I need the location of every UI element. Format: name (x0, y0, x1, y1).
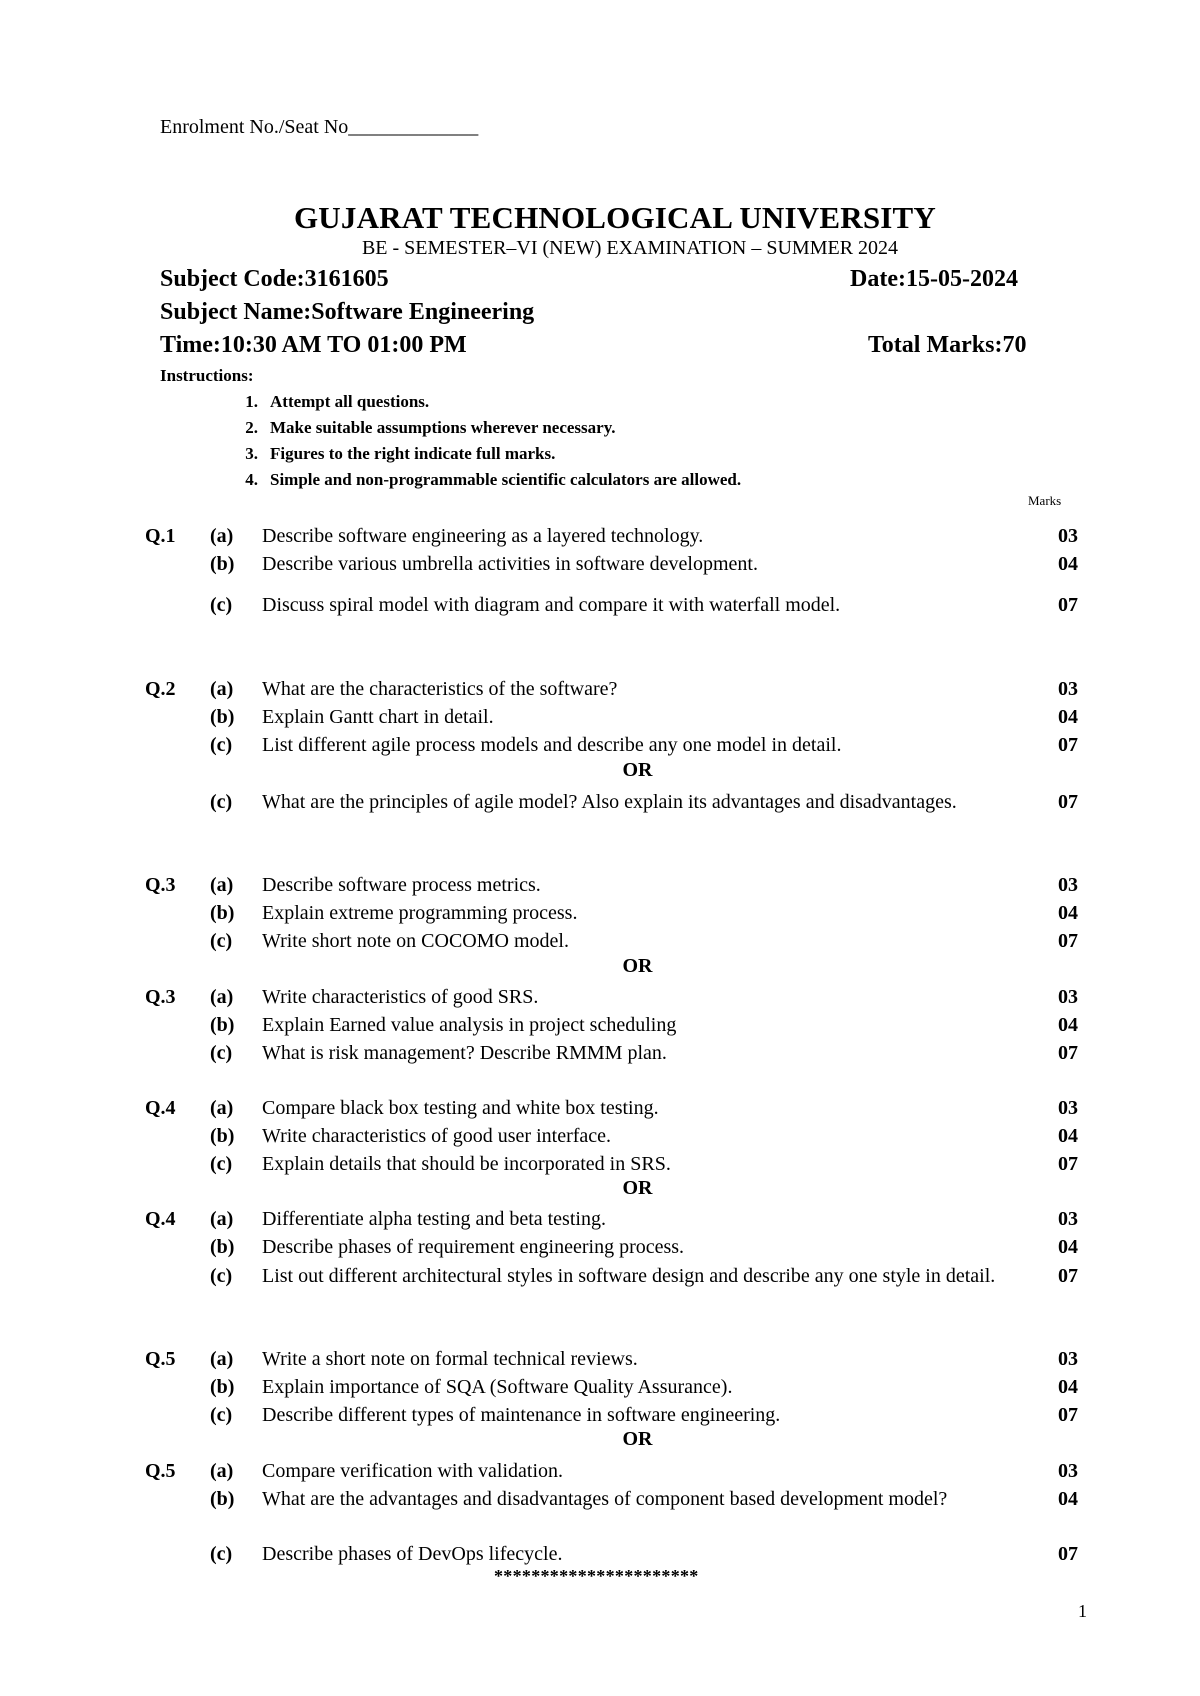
or-separator: OR (622, 1428, 653, 1450)
or-separator: OR (622, 759, 653, 781)
instruction-item: 1. Attempt all questions. (245, 392, 430, 411)
university-title: GUJARAT TECHNOLOGICAL UNIVERSITY (293, 200, 937, 235)
total-marks: Total Marks:70 (868, 332, 1027, 358)
exam-title: BE - SEMESTER–VI (NEW) EXAMINATION – SUMMER 2024 (361, 237, 899, 259)
marks-column-header: Marks (1028, 493, 1062, 508)
page-number: 1 (1078, 1601, 1087, 1621)
instruction-item: 4. Simple and non-programmable scientific calculators are allowed. (245, 470, 742, 489)
or-separator: OR (622, 955, 653, 977)
exam-paper-page: Enrolment No./Seat No_____________ GUJARAT TECHNOLOGICAL UNIVERSITY BE - SEMESTER–VI (NEW) EXAMINATION – SUMMER 2024 Subject Code:3161605 Date:15-05-2024 Subject Name:Software Engineering Time:10:30 AM TO 01:00 PM Total Marks:70 Instructions: 1. Attempt all questions. 2. Make suitable assumptions wherever necessary. 3. Figures to the right indicate full marks. 4. Simple and non-programmable scientific calculators are allowed. Marks Q.1 (a) Describe software engineering as a layered technology. 03 (b) Describe various umbrella activities in software development. 04 (c) Discuss spiral model with diagram and compare it with waterfall model. 07 Q.2 (a) What are the characteristics of the software? 03 (b) Explain Gantt chart in detail. 04 (c) List different agile process models and describe any one model in detail. 07 OR (c) What are the principles of agile model? Also explain its advantages and disadvantages. 07 Q.3 (a) Describe software process metrics. 03 (b) Explain extreme programming process. 04 (c) Write short note on COCOMO model. 07 OR Q.3 (a) Write characteristics of good SRS. 03 (b) Explain Earned value analysis in project scheduling 04 (c) What is risk management? Describe RMMM plan. 07 Q.4 (a) Compare black box testing and white box testing. 03 (b) Write characteristics of good user interface. 04 (c) Explain details that should be incorporated in SRS. 07 OR Q.4 (a) Differentiate alpha testing and beta testing. 03 (b) Describe phases of requirement engineering process. 04 (c) List out different architectural styles in software design and describe any one style in detail. 07 Q.5 (a) Write a short note on formal technical reviews. 03 (b) Explain importance of SQA (Software Quality Assurance). 04 (c) Describe different types of maintenance in software engineering. 07 OR Q.5 (a) Compare verification with validation. 03 (b) What are the advantages and disadvantages of component based development model? 04 (c) Describe phases of DevOps lifecycle. 07 ********************** 1 (0, 0, 1200, 1696)
subject-code: Subject Code:3161605 (160, 266, 389, 292)
instruction-item: 3. Figures to the right indicate full marks. (245, 444, 556, 463)
instructions-title: Instructions: (160, 366, 254, 385)
or-separator: OR (622, 1177, 653, 1199)
instructions-list (226, 392, 741, 496)
subject-name: Subject Name:Software Engineering (160, 299, 535, 325)
exam-date: Date:15-05-2024 (850, 266, 1018, 292)
instruction-item: 2. Make suitable assumptions wherever necessary. (245, 418, 616, 437)
exam-time: Time:10:30 AM TO 01:00 PM (160, 332, 467, 358)
enrolment-line: Enrolment No./Seat No_____________ (160, 116, 479, 138)
end-of-paper-stars: ********************** (494, 1566, 699, 1586)
